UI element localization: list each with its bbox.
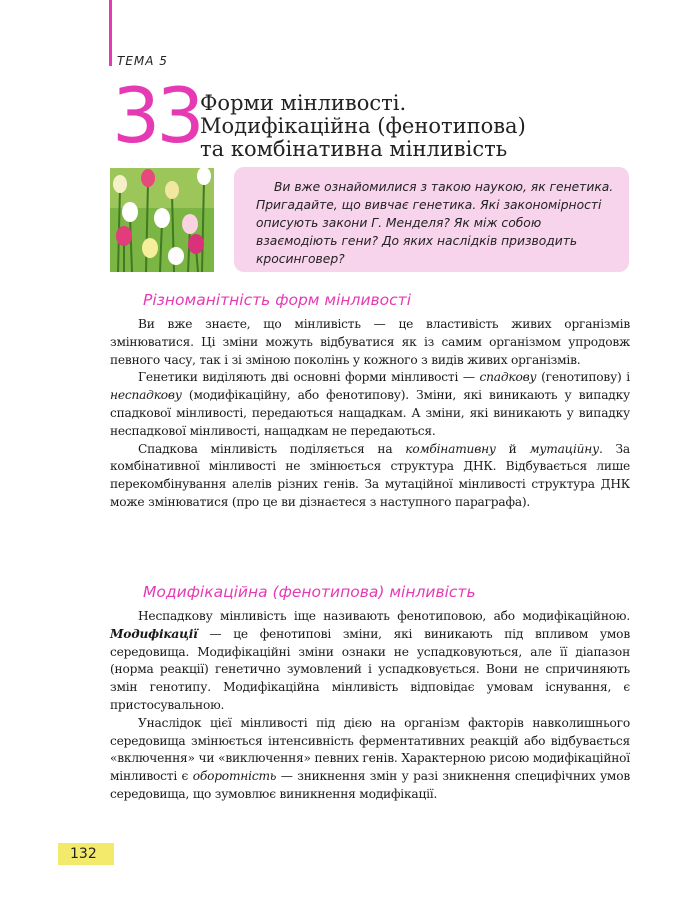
section-heading: Модифікаційна (фенотипова) мінливість <box>143 583 476 601</box>
page-number: 132 <box>58 843 114 865</box>
topic-label: ТЕМА 5 <box>117 54 168 68</box>
page-title <box>200 92 640 161</box>
header-accent-bar <box>109 0 112 66</box>
title-line-1: Форми мінливості. <box>200 91 407 115</box>
intro-text: Ви вже ознайомилися з такою наукою, як генетика. Пригадайте, що вивчає генетика. Які закономірності описують закони Г. Менделя? Як між собою взаємодіють гени? До яких наслідків призводить кросинговер? <box>256 180 614 266</box>
section-heading: Різноманітність форм мінливості <box>143 291 412 309</box>
tulips-illustration <box>110 168 214 272</box>
paragraph: Ви вже знаєте, що мінливість — це властивість живих організмів змінюватися. Ці зміни можуть відбуватися як із самим організмом упродовж певного часу, так і зі зміною поколінь у кожного з видів живих організмів. <box>110 317 630 367</box>
paragraph: Унаслідок цієї мінливості під дією на організм факторів навколишнього середовища змінюється інтенсивність ферментативних реакцій або відбувається «включення» чи «виключення» певних генів. Характерною рисою модифікаційної мінливості є оборотність — зникнення змін у разі зникнення специфічних умов середовища, що зумовлює виникнення модифікації. <box>110 715 630 801</box>
title-line-2: Модифікаційна (фенотипова) <box>200 114 526 138</box>
section-modification-variability <box>110 582 630 804</box>
paragraph: Неспадкову мінливість іще називають фенотиповою, або модифікаційною. Модифікації — це фенотипові зміни, які виникають під впливом умов середовища. Модифікаційні зміни ознаки не успадковуються, але її діапазон (норма реакції) генетично зумовлений і успадковується. Вони не спричиняють змін генотипу. Модифікаційна мінливість відповідає умовам існування, є пристосувальною. <box>110 609 630 712</box>
paragraph: Спадкова мінливість поділяється на комбінативну й мутаційну. За комбінативної мінливості не змінюється структура ДНК. Відбувається лише перекомбінування алелів різних генів. За мутаційної мінливості структура ДНК може змінюватися (про це ви дізнаєтеся з наступного параграфа). <box>110 441 630 509</box>
intro-questions-box <box>234 167 629 272</box>
title-line-3: та комбінативна мінливість <box>200 137 508 161</box>
paragraph: Генетики виділяють дві основні форми мінливості — спадкову (генотипову) і неспадкову (модифікаційну, або фенотипову). Зміни, які виникають у випадку спадкової мінливості, передаються нащадкам. А зміни, які виникають у випадку неспадкової мінливості, нащадкам не передаються. <box>110 370 630 438</box>
section-forms-of-variability <box>110 290 630 512</box>
chapter-number: 33 <box>112 71 201 160</box>
tulips-photo <box>110 168 214 272</box>
